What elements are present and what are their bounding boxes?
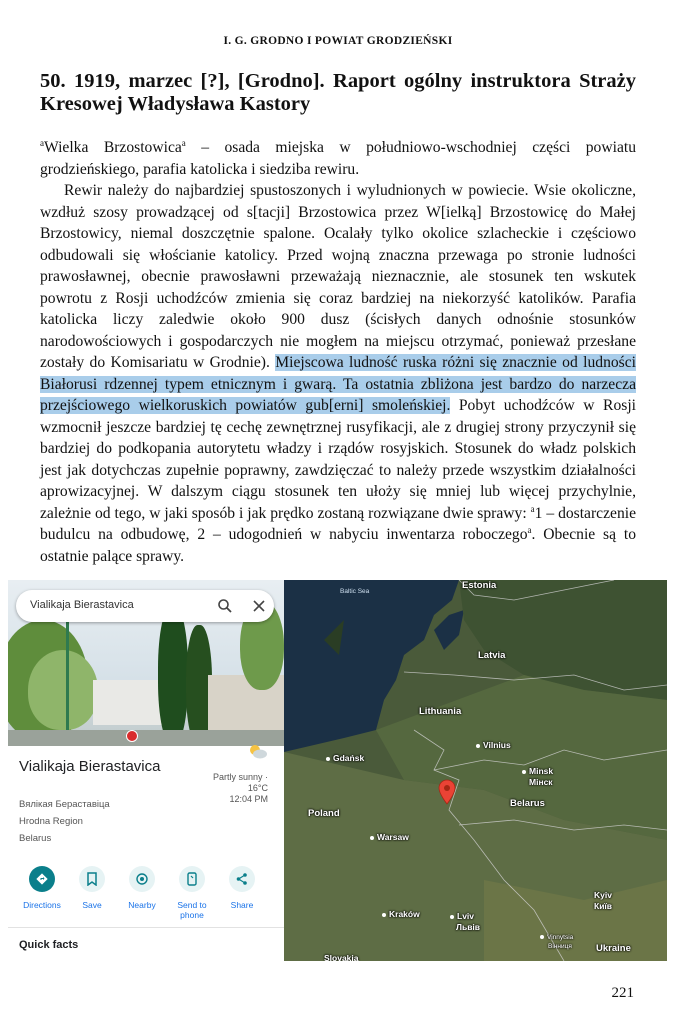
map-label-kyiv-native: Київ [594, 901, 613, 911]
map-label-poland: Poland [308, 808, 340, 819]
save-label: Save [82, 900, 102, 910]
paragraph-2 [40, 180, 636, 567]
place-name: Vialikaja Bierastavica [19, 758, 161, 775]
map-label-warsaw [370, 832, 409, 842]
paragraph-2-text-c: 1 – dostarczenie budulcu na odbudowę, 2 – udogodnień w nabyciu inwentarza roboczego [40, 504, 636, 543]
place-native-name: Вялікая Бераставіца [19, 799, 110, 810]
photo-cypress [158, 605, 188, 745]
photo-tree [28, 650, 98, 730]
city-name: Minsk [529, 766, 554, 776]
maps-screenshot [8, 580, 667, 961]
share-label: Share [230, 900, 254, 910]
paragraph-1-text: – osada miejska w południowo-wschodniej części powiatu grodzieńskiego, parafia katolicka i siedziba rewiru. [40, 139, 636, 178]
map-label-vilnius [476, 740, 511, 750]
directions-label: Directions [23, 900, 61, 910]
city-dot [370, 836, 374, 840]
photo-sign [126, 730, 138, 742]
map-label-lithuania: Lithuania [419, 706, 462, 717]
map-label-gdansk [326, 753, 364, 763]
nearby-button[interactable] [117, 866, 167, 910]
city-dot [522, 770, 526, 774]
city-name: Kraków [389, 909, 420, 919]
photo-road [8, 730, 284, 746]
footnote-marker: a [530, 503, 535, 514]
map-label-estonia: Estonia [462, 580, 497, 591]
nearby-icon [129, 866, 155, 892]
search-bar[interactable] [16, 590, 274, 622]
action-bar [8, 866, 284, 926]
place-lead: Wielka Brzostowica [44, 139, 182, 156]
city-dot [382, 913, 386, 917]
map-label-ukraine: Ukraine [596, 943, 631, 954]
map-label-vinnytsia-native: Вінниця [548, 943, 572, 950]
map-label-vinnytsia [540, 934, 573, 941]
paragraph-2-text-d: . Obecnie są to ostatnie palące sprawy. [40, 526, 636, 565]
weather-time: 12:04 PM [229, 794, 268, 804]
paragraph-2-text-a: Rewir należy do najbardziej spustoszonych i wyludnionych w powiecie. Wsie okoliczne, wzdłuż szosy prowadzącej od s[tacji] Brzostowica przez W[ielką] Brzostowicę do Małej Brzostowicy, niemal doszczętnie spalone. Ocalały tylko okolice szlacheckie i częściowo odbudowali się włościanie katolicy. Przed wojną znaczna przewaga po stronie ludności prawosławnej, obecnie prawosławni przeważają nieznacznie, ale stosunek ten wskutek powrotu z Rosji uchodźców zmienia się coraz bardziej na niekorzyść katolików. Parafia katolicka liczy zaledwie około 900 dusz (ścisłych danych odnośnie stosunków narodowościowych i gospodarczych nie mogłem na miejscu otrzymać, ponieważ przesłane zostały do Komisariatu w Grodnie). [40, 182, 636, 371]
city-name: Vinnytsia [547, 934, 574, 941]
map-label-lviv-native: Львів [456, 922, 481, 932]
share-button[interactable] [217, 866, 267, 910]
divider [8, 927, 284, 928]
city-dot [476, 744, 480, 748]
search-icon[interactable] [216, 597, 234, 615]
city-name: Vilnius [483, 740, 511, 750]
place-photo[interactable] [8, 580, 284, 746]
running-head: I. G. GRODNO I POWIAT GRODZIEŃSKI [223, 35, 453, 47]
directions-icon [29, 866, 55, 892]
document-title: 50. 1919, marzec [?], [Grodno]. Raport ogólny instruktora Straży Kresowej Władysława Kastory [40, 70, 636, 115]
location-pin-icon[interactable] [438, 779, 456, 810]
footnote-marker: a [181, 137, 186, 148]
page-number: 221 [611, 985, 634, 1001]
close-icon[interactable] [250, 597, 268, 615]
map-label-kyiv: Kyiv [594, 890, 612, 900]
highlighted-passage[interactable]: Miejscowa ludność ruska różni się znacznie od ludności Białorusi rdzennej typem etnicznym i gwarą. Ta ostatnia zbliżona jest bardzo do narzecza przejściowego wielkoruskich powiatów gub[erni] smoleńskiej. [40, 354, 637, 414]
send-to-phone-label: Send to phone [177, 900, 207, 920]
weather-temp: 16°C [247, 783, 268, 793]
city-name: Lviv [457, 911, 475, 921]
map-label-baltic-sea: Baltic Sea [340, 588, 370, 595]
quick-facts-heading: Quick facts [19, 939, 79, 951]
bookmark-icon [79, 866, 105, 892]
city-name: Gdańsk [333, 753, 365, 763]
map-label-latvia: Latvia [478, 650, 506, 661]
map-label-krakow [382, 909, 420, 919]
map-label-slovakia: Slovakia [324, 953, 359, 961]
satellite-map[interactable] [284, 580, 667, 961]
weather-info [188, 750, 268, 805]
city-dot [540, 935, 544, 939]
city-dot [450, 915, 454, 919]
map-label-belarus: Belarus [510, 798, 545, 809]
search-input[interactable]: Vialikaja Bierastavica [30, 599, 134, 611]
report-body [40, 137, 636, 567]
photo-building [93, 680, 163, 725]
place-region: Hrodna Region [19, 816, 83, 827]
nearby-label: Nearby [128, 900, 156, 910]
city-name: Warsaw [377, 832, 409, 842]
footnote-marker: a [527, 524, 532, 535]
photo-lamp-post [66, 620, 69, 740]
share-icon [229, 866, 255, 892]
place-panel [8, 580, 284, 961]
map-label-lviv [450, 911, 474, 921]
weather-condition: Partly sunny · [212, 772, 268, 782]
save-button[interactable] [67, 866, 117, 910]
footnote-marker: a [40, 137, 44, 148]
map-label-minsk-native: Мінск [529, 777, 553, 787]
city-dot [326, 757, 330, 761]
send-to-phone-icon [179, 866, 205, 892]
map-label-minsk [522, 766, 553, 776]
directions-button[interactable] [17, 866, 67, 910]
place-country: Belarus [19, 833, 52, 844]
send-to-phone-button[interactable] [167, 866, 217, 920]
paragraph-1 [40, 137, 636, 180]
paragraph-2-text-b: Pobyt uchodźców w Rosji wzmocnił jeszcze bardziej tę cechę zewnętrznej rusyfikacji, ale z drugiej strony przyczynił się bardziej do podkopania autorytetu władzy i rządów rosyjskich. Stosunek do władz polskich jest jak dotychczas zupełnie poprawny, zawdzięczać to należy przede wszystkim działalności aprowizacyjnej. W dalszym ciągu stosunek ten ułoży się mniej lub więcej przychylnie, zależnie od tego, w jaki sposób i jak prędko zostaną rozwiązane dwie sprawy: [40, 397, 636, 522]
